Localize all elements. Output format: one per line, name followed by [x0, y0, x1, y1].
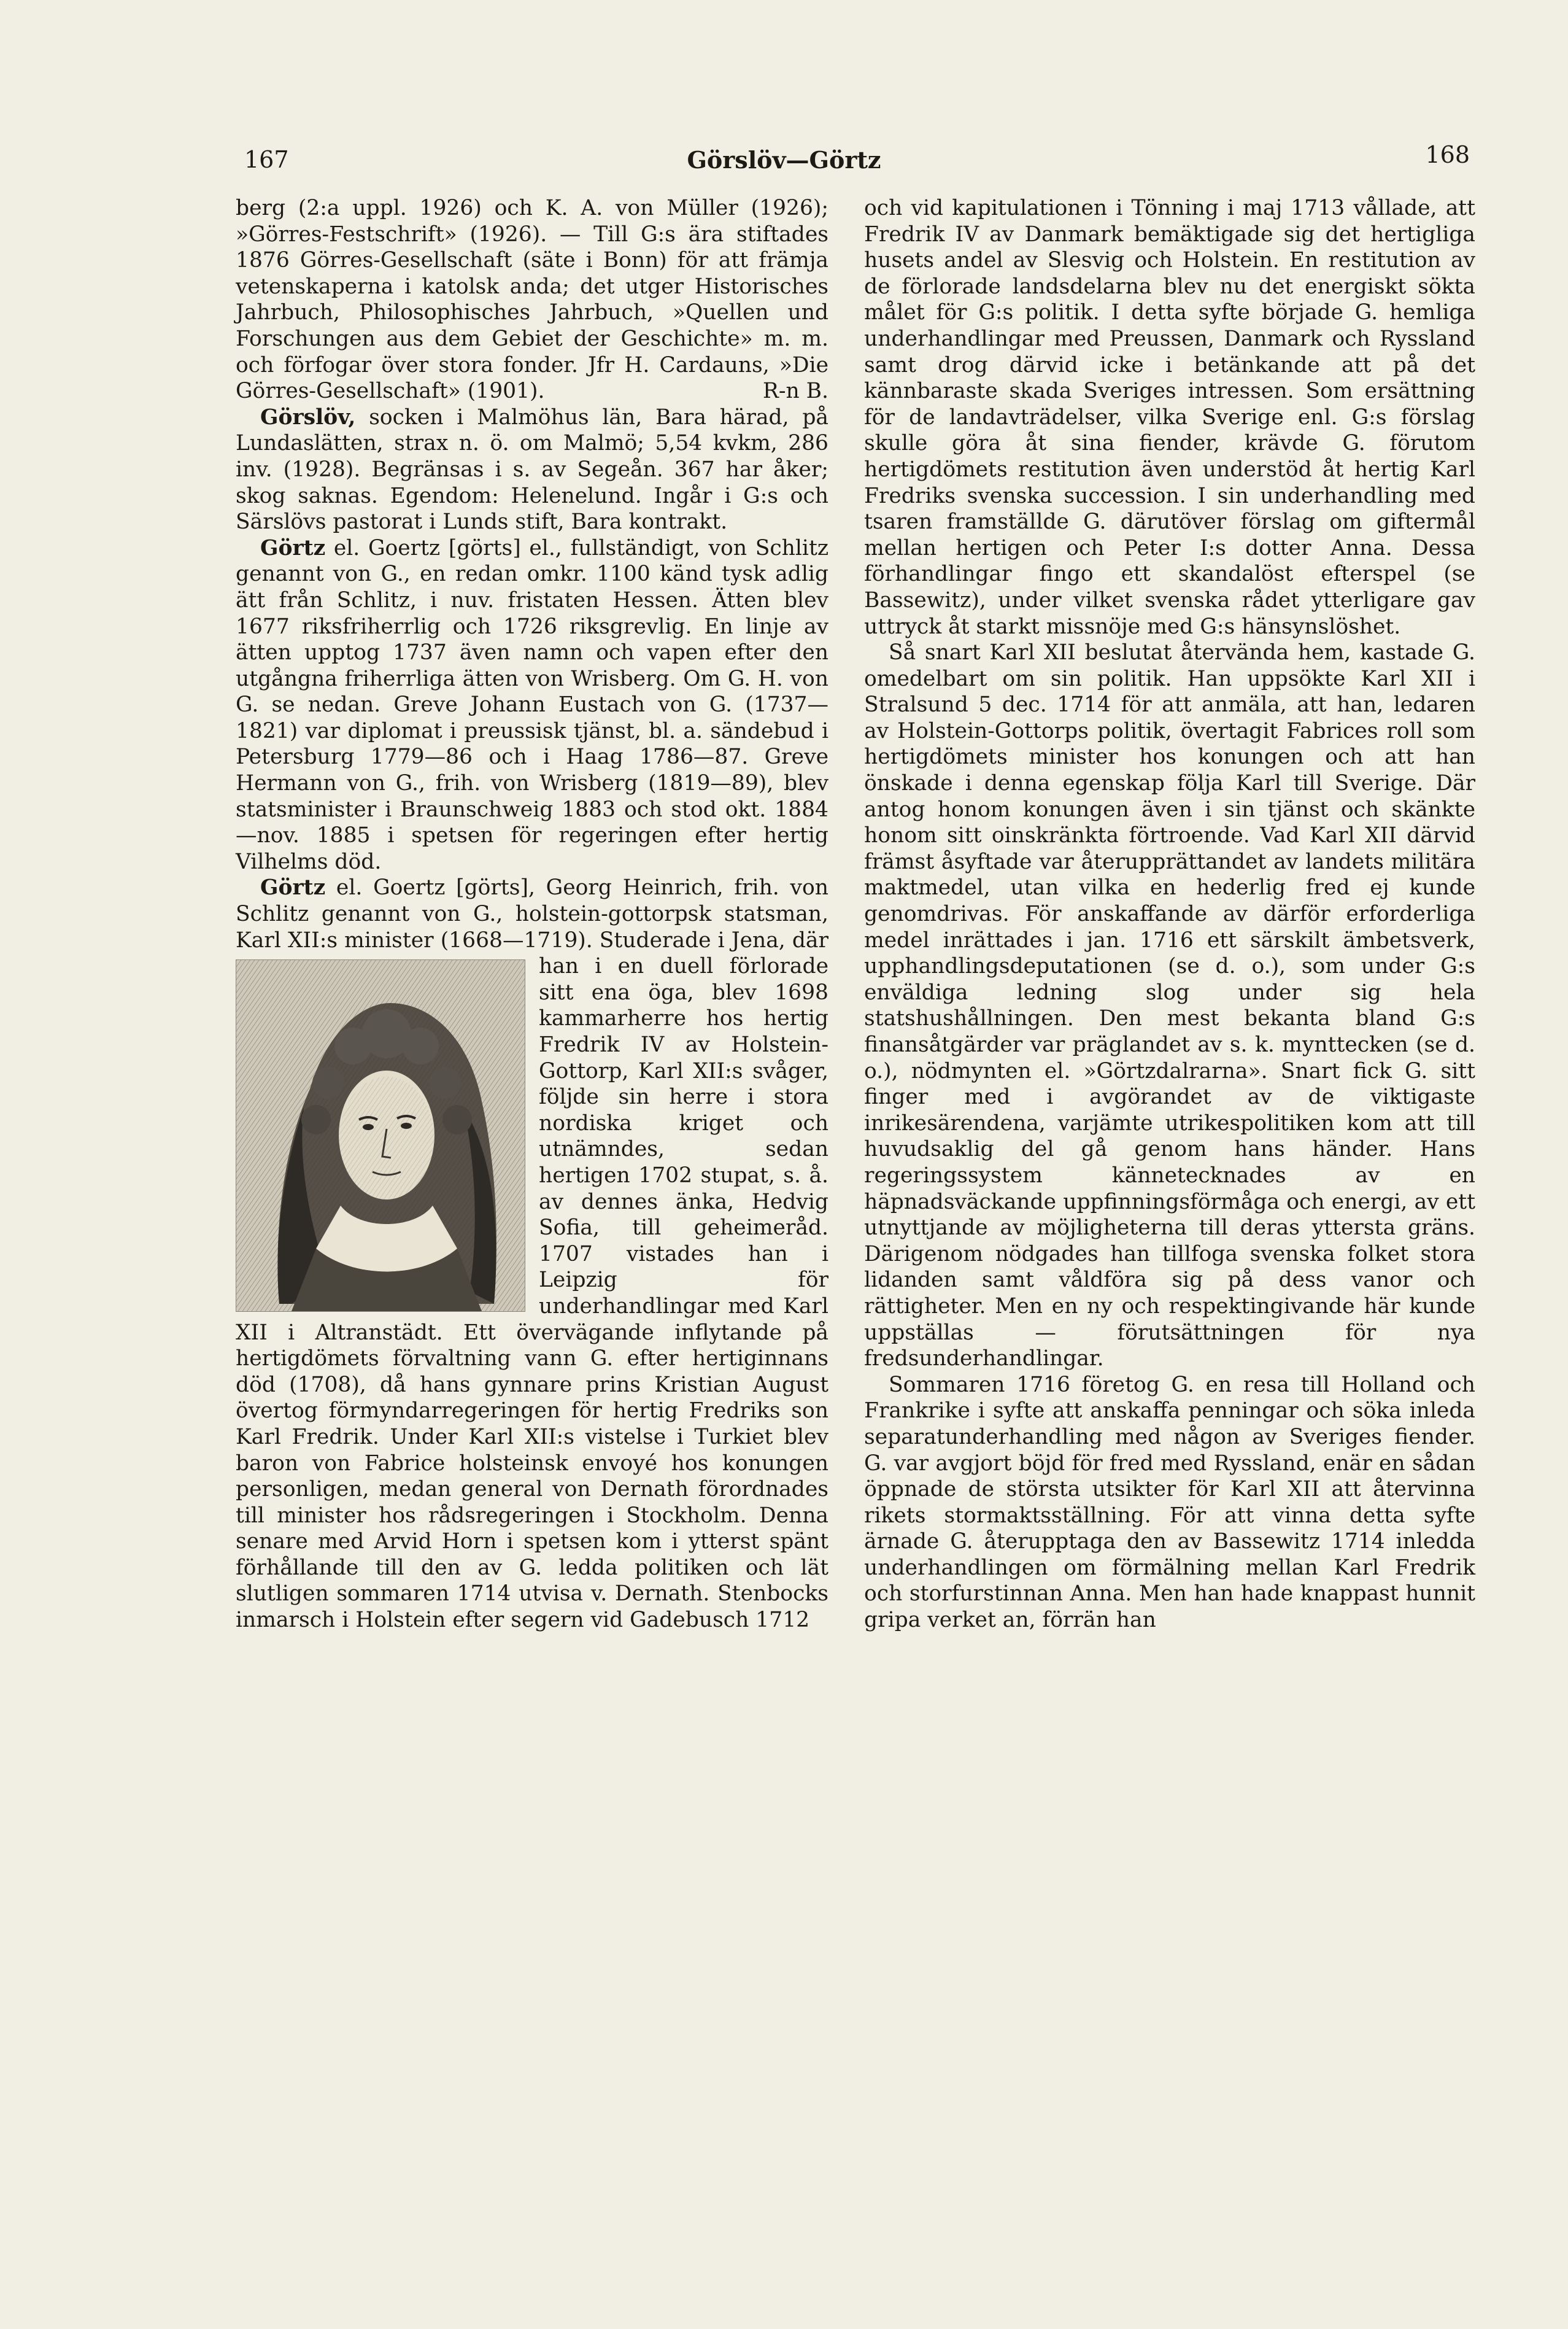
- page-number-left: 167: [244, 146, 289, 173]
- gorslov-entry: [236, 405, 828, 535]
- left-column: [236, 195, 828, 1633]
- entry-headword: Görslöv,: [260, 405, 356, 430]
- right-column: [864, 195, 1475, 1633]
- author-signature: R-n B.: [762, 379, 828, 404]
- paragraph-karl-xii-return: Så snart Karl XII beslutat återvända hem, kastade G. omedelbart om sin politik. Han uppsökte Karl XII i Stralsund 5 dec. 1714 för att anmäla, att han, ledaren av Holstein-Gottorps politik, övertagit Fabrices roll som hertigdömets minister hos konungen och att han önskade i denna egenskap följa Karl till Sverige. Där antog honom konungen även i sin tjänst och skänkte honom sitt oinskränkta förtroende. Vad Karl XII därvid främst åsyftade var återupprättandet av landets militära maktmedel, utan vilka en hederlig fred ej kunde genomdrivas. För anskaffande av därför erforderliga medel inrättades i jan. 1716 ett särskilt ämbetsverk, upphandlingsdeputationen (se d. o.), som under G:s enväldiga ledning slog under sig hela statshushållningen. Den mest bekanta bland G:s finansåtgärder var präglandet av s. k. mynttecken (se d. o.), nödmynten el. »Görtzdalrarna». Snart fick G. sitt finger med i avgörandet av de viktigaste inrikesärendena, varjämte utrikespolitiken kom att till huvudsaklig del gå genom hans händer. Hans regeringssystem kännetecknades av en häpnadsväckande uppfinningsförmåga och energi, av ett utnyttjande av möjligheterna till deras yttersta gräns. Därigenom nödgades han tillfoga svenska folket stora lidanden samt våldföra sig på dess vanor och rättigheter. Men en ny och respektingivande här kunde uppställas — förutsättningen för nya fredsunderhandlingar.: [864, 640, 1475, 1371]
- entry-text-body: Studerade i Jena, där han i en duell förlorade sitt ena öga, blev 1698 kammarherre hos hertig Fredrik IV av Holstein-Gottorp, Karl XII:s svåger, följde sin herre i stora nordiska kriget och utnämndes, sedan hertigen 1702 stupat, s. å. av dennes änka, Hedvig Sofia, till geheimeråd. 1707 vistades han i Leipzig för underhandlingar med Karl XII i Altranstädt. Ett övervägande inflytande på hertigdömets förvaltning vann G. efter hertiginnans död (1708), då hans gynnare prins Kristian August övertog förmyndarregeringen för hertig Fredriks son Karl Fredrik. Under Karl XII:s vistelse i Turkiet blev baron von Fabrice holsteinsk envoyé hos konungen personligen, medan general von Dernath förordnades till minister hos rådsregeringen i Stockholm. Denna senare med Arvid Horn i spetsen kom i ytterst spänt förhållande till den av G. ledda politiken och lät slutligen sommaren 1714 utvisa v. Dernath. Stenbocks inmarsch i Holstein efter segern vid Gadebusch 1712: [236, 928, 828, 1633]
- page-header: [0, 141, 1568, 183]
- paragraph-text: berg (2:a uppl. 1926) och K. A. von Müller (1926); »Görres-Festschrift» (1926). — Till G:s ära stiftades 1876 Görres-Gesellschaft (säte i Bonn) för att främja vetenskaperna i katolsk anda; det utger Historisches Jahrbuch, Philosophisches Jahrbuch, »Quellen und Forschungen aus dem Gebiet der Geschichte» m. m. och förfogar över stora fonder. Jfr H. Cardauns, »Die Görres-Gesellschaft» (1901).: [236, 196, 828, 404]
- gortz-entry-continuation: och vid kapitulationen i Tönning i maj 1713 vållade, att Fredrik IV av Danmark bemäktigade sig det hertigliga husets andel av Slesvig och Holstein. En restitution av de förlorade landsdelarna blev nu det energiskt sökta målet för G:s politik. I detta syfte började G. hemliga underhandlingar med Preussen, Danmark och Ryssland samt drog därvid icke i betänkande att på det kännbaraste skada Sveriges intressen. Som ersättning för de landavträdelser, vilka Sverige enl. G:s förslag skulle göra åt sina fiender, krävde G. förutom hertigdömets restitution även understöd åt hertig Karl Fredriks svenska succession. I sin underhandling med tsaren framställde G. därutöver förslag om giftermål mellan hertigen och Peter I:s dotter Anna. Dessa förhandlingar fingo ett skandalöst efterspel (se Bassewitz), under vilket svenska rådet ytterligare gav uttryck åt starkt missnöje med G:s hänsynslöshet.: [864, 196, 1475, 639]
- gortz-family-entry: [236, 535, 828, 875]
- entry-text-intro: el. Goertz [görts], Georg Heinrich, frih. von Schlitz genannt von G., holstein-gottorpsk statsman, Karl XII:s minister (1668—1719).: [236, 875, 828, 953]
- entry-text: el. Goertz [görts] el., fullständigt, von Schlitz genannt von G., en redan omkr. 1100 känd tysk adlig ätt från Schlitz, i nuv. fristaten Hessen. Ätten blev 1677 riksfriherrlig och 1726 riksgrevlig. En linje av ätten upptog 1737 även namn och vapen efter den utgångna friherrliga ätten von Wrisberg. Om G. H. von G. se nedan. Greve Johann Eustach von G. (1737—1821) var diplomat i preussisk tjänst, bl. a. sändebud i Petersburg 1779—86 och i Haag 1786—87. Greve Hermann von G., frih. von Wrisberg (1819—89), blev statsminister i Braunschweig 1883 och stod okt. 1884 —nov. 1885 i spetsen för regeringen efter hertig Vilhelms död.: [236, 535, 828, 874]
- paragraph-1716-journey: Sommaren 1716 företog G. en resa till Holland och Frankrike i syfte att anskaffa penningar och söka inleda separatunderhandling med någon av Sveriges fiender. G. var avgjort böjd för fred med Ryssland, enär en sådan öppnade de största utsikter för Karl XII att återvinna rikets stormaktsställning. För att vinna detta syfte ärnade G. återupptaga den av Bassewitz 1714 inledda underhandlingen om förmälning mellan Karl Fredrik och storfurstinnan Anna. Men han hade knappast hunnit gripa verket an, förrän han: [864, 1372, 1475, 1633]
- portrait-engraving: [236, 959, 525, 1312]
- gortz-georg-heinrich-entry: [236, 875, 828, 1633]
- entry-headword: Görtz: [260, 875, 326, 901]
- entry-text: socken i Malmöhus län, Bara härad, på Lundaslätten, strax n. ö. om Malmö; 5,54 kvkm, 286 inv. (1928). Begränsas i s. av Segeån. 367 har åker; skog saknas. Egendom: Helenelund. Ingår i G:s och Särslövs pastorat i Lunds stift, Bara kontrakt.: [236, 405, 828, 535]
- entry-headword: Görtz: [260, 535, 326, 560]
- gorres-entry-continuation: [236, 195, 828, 405]
- page-number-right: 168: [1425, 141, 1470, 168]
- running-title: Görslöv—Görtz: [687, 146, 881, 174]
